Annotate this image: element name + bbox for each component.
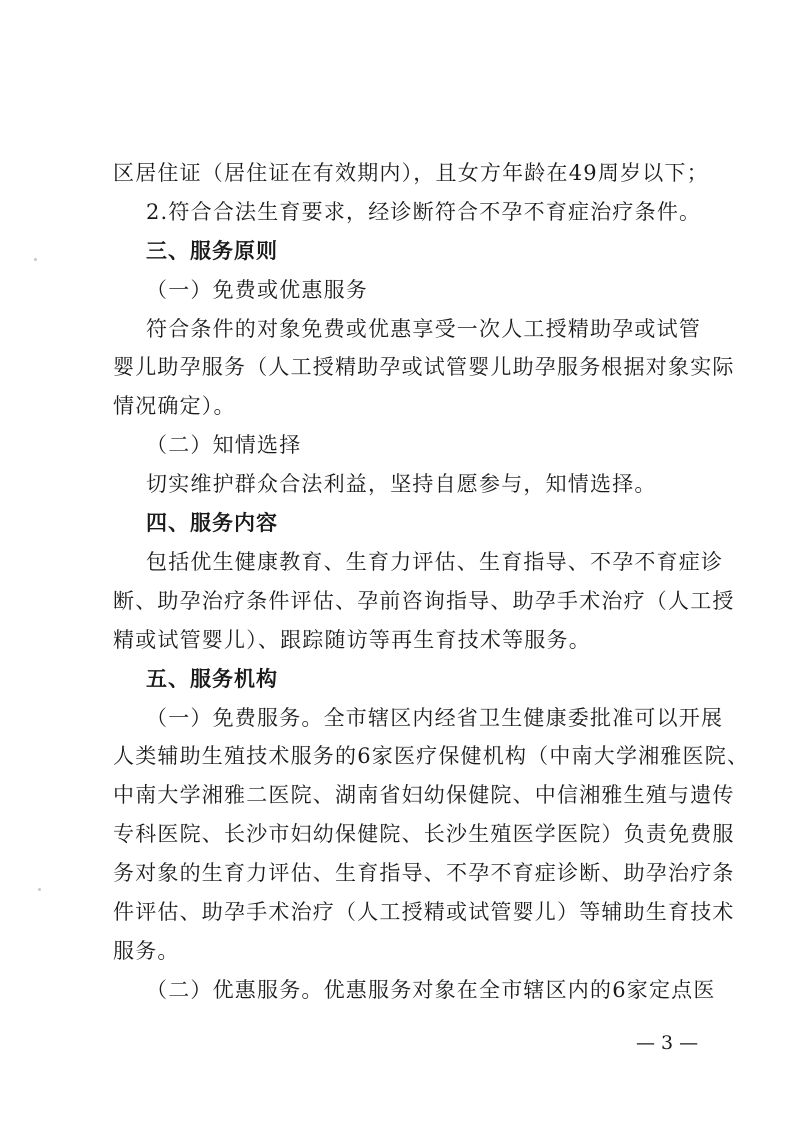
body-line-20: 件评估、助孕手术治疗（人工授精或试管婴儿）等辅助生育技术 xyxy=(113,900,735,924)
section-heading-4: 四、服务内容 xyxy=(146,511,278,535)
body-line-18: 专科医院、长沙市妇幼保健院、长沙生殖医学医院）负责免费服 xyxy=(113,822,735,846)
scan-speck xyxy=(38,888,41,891)
body-line-7: 情况确定）。 xyxy=(113,394,236,418)
body-line-11: 包括优生健康教育、生育力评估、生育指导、不孕不育症诊 xyxy=(146,550,724,574)
body-line-15: （一）免费服务。全市辖区内经省卫生健康委批准可以开展 xyxy=(146,706,724,730)
body-line-5: 符合条件的对象免费或优惠享受一次人工授精助孕或试管 xyxy=(146,317,701,341)
body-line-13: 精或试管婴儿）、跟踪随访等再生育技术等服务。 xyxy=(113,628,591,652)
body-line-9: 切实维护群众合法利益，坚持自愿参与，知情选择。 xyxy=(146,472,657,496)
body-line-1: 区居住证（居住证在有效期内），且女方年龄在49周岁以下； xyxy=(113,161,709,185)
scan-speck xyxy=(34,258,37,261)
body-line-12: 断、助孕治疗条件评估、孕前咨询指导、助孕手术治疗（人工授 xyxy=(113,589,735,613)
subsection-heading-1: （一）免费或优惠服务 xyxy=(146,278,368,302)
page-number: — 3 — xyxy=(636,1032,699,1054)
body-line-6: 婴儿助孕服务（人工授精助孕或试管婴儿助孕服务根据对象实际 xyxy=(113,355,735,379)
body-line-16: 人类辅助生殖技术服务的6家医疗保健机构（中南大学湘雅医院、 xyxy=(113,744,750,768)
body-line-22: （二）优惠服务。优惠服务对象在全市辖区内的6家定点医 xyxy=(146,978,716,1002)
body-line-2: 2.符合合法生育要求，经诊断符合不孕不育症治疗条件。 xyxy=(146,200,702,224)
section-heading-5: 五、服务机构 xyxy=(146,667,278,691)
body-line-19: 务对象的生育力评估、生育指导、不孕不育症诊断、助孕治疗条 xyxy=(113,861,735,885)
subsection-heading-2: （二）知情选择 xyxy=(146,433,302,457)
body-line-21: 服务。 xyxy=(113,939,180,963)
section-heading-3: 三、服务原则 xyxy=(146,239,278,263)
body-line-17: 中南大学湘雅二医院、湖南省妇幼保健院、中信湘雅生殖与遗传 xyxy=(113,783,735,807)
